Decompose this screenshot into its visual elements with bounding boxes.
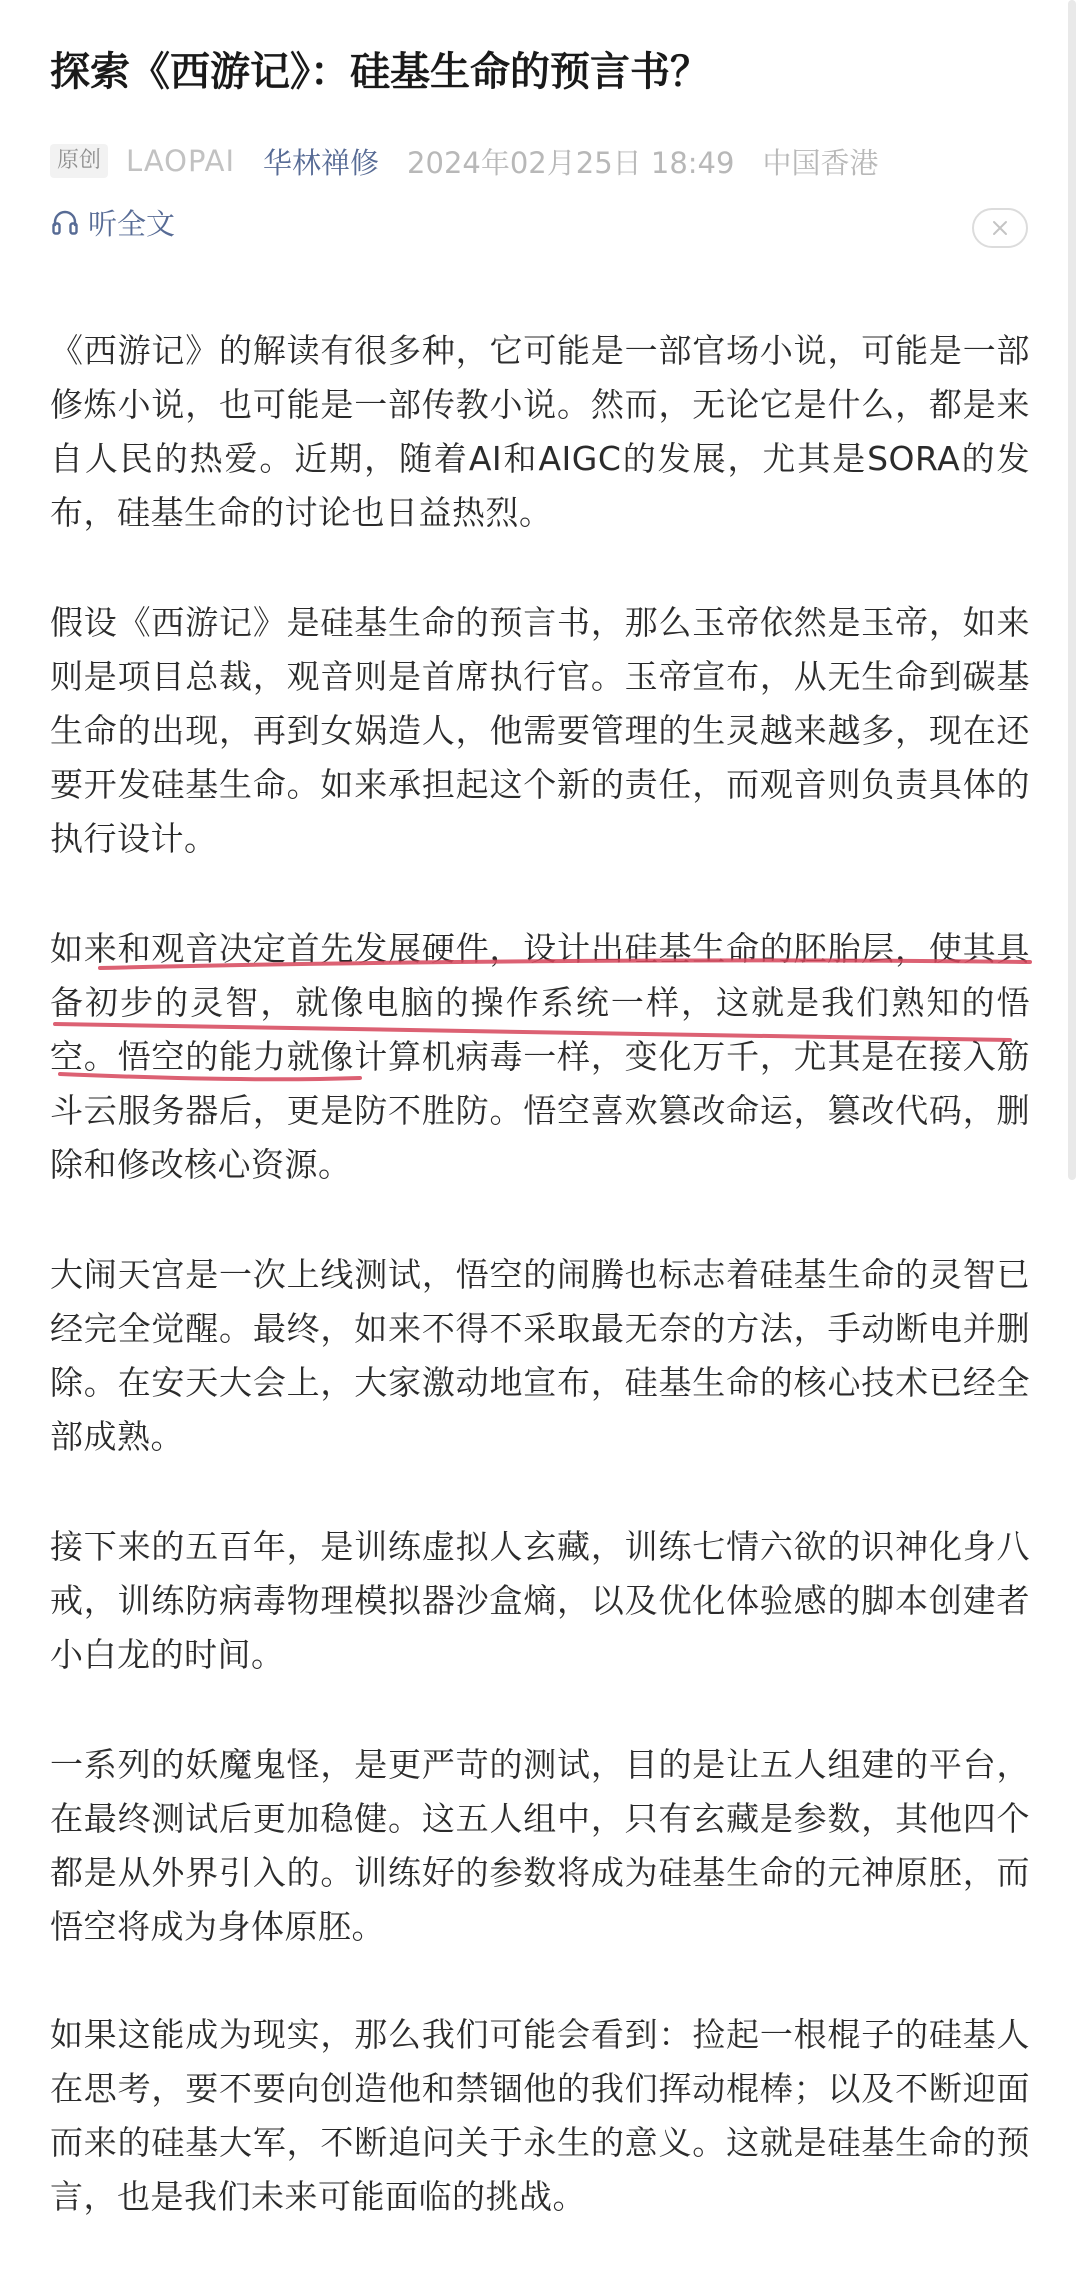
publish-time: 2024年02月25日 18:49: [407, 145, 735, 180]
paragraph: 大闹天宫是一次上线测试，悟空的闹腾也标志着硅基生命的灵智已经完全觉醒。最终，如来不得不采取最无奈的方法，手动断电并删除。在安天大会上，大家激动地宣布，硅基生命的核心技术已经全部成熟。: [50, 1255, 1030, 1456]
paragraph: 如来和观音决定首先发展硬件，设计出硅基生命的胚胎层，使其具备初步的灵智，就像电脑的操作系统一样，这就是我们熟知的悟空。悟空的能力就像计算机病毒一样，变化万千，尤其是在接入筋斗云服务器后，更是防不胜防。悟空喜欢篡改命运，篡改代码，删除和修改核心资源。: [50, 929, 1030, 1184]
paragraph: 如果这能成为现实，那么我们可能会看到：捡起一根棍子的硅基人在思考，要不要向创造他和禁锢他的我们挥动棍棒；以及不断迎面而来的硅基大军，不断追问关于永生的意义。这就是硅基生命的预言，也是我们未来可能面临的挑战。: [50, 2015, 1030, 2216]
author-name: LAOPAI: [126, 144, 236, 178]
article-meta: [50, 138, 878, 184]
close-icon: [991, 219, 1009, 237]
publish-location: 中国香港: [762, 145, 879, 180]
paragraph: 接下来的五百年，是训练虚拟人玄藏，训练七情六欲的识神化身八戒，训练防病毒物理模拟器沙盒熵，以及优化体验感的脚本创建者小白龙的时间。: [50, 1527, 1030, 1674]
paragraph: 《西游记》的解读有很多种，它可能是一部官场小说，可能是一部修炼小说，也可能是一部传教小说。然而，无论它是什么，都是来自人民的热爱。近期，随着AI和AIGC的发展，尤其是SORA的发布，硅基生命的讨论也日益热烈。: [50, 331, 1030, 532]
listen-button[interactable]: [50, 200, 175, 244]
scrollbar[interactable]: [1068, 0, 1076, 1180]
account-link[interactable]: 华林禅修: [263, 145, 380, 180]
listen-label: 听全文: [88, 206, 176, 241]
original-tag: 原创: [50, 144, 108, 178]
paragraph: 一系列的妖魔鬼怪，是更严苛的测试，目的是让五人组建的平台，在最终测试后更加稳健。这五人组中，只有玄藏是参数，其他四个都是从外界引入的。训练好的参数将成为硅基生命的元神原胚，而悟空将成为身体原胚。: [50, 1745, 1030, 1946]
paragraph: 假设《西游记》是硅基生命的预言书，那么玉帝依然是玉帝，如来则是项目总裁，观音则是首席执行官。玉帝宣布，从无生命到碳基生命的出现，再到女娲造人，他需要管理的生灵越来越多，现在还要开发硅基生命。如来承担起这个新的责任，而观音则负责具体的执行设计。: [50, 603, 1030, 858]
headphones-icon: [50, 207, 80, 237]
close-button[interactable]: [972, 208, 1028, 248]
article-title: 探索《西游记》：硅基生命的预言书？: [50, 49, 710, 95]
